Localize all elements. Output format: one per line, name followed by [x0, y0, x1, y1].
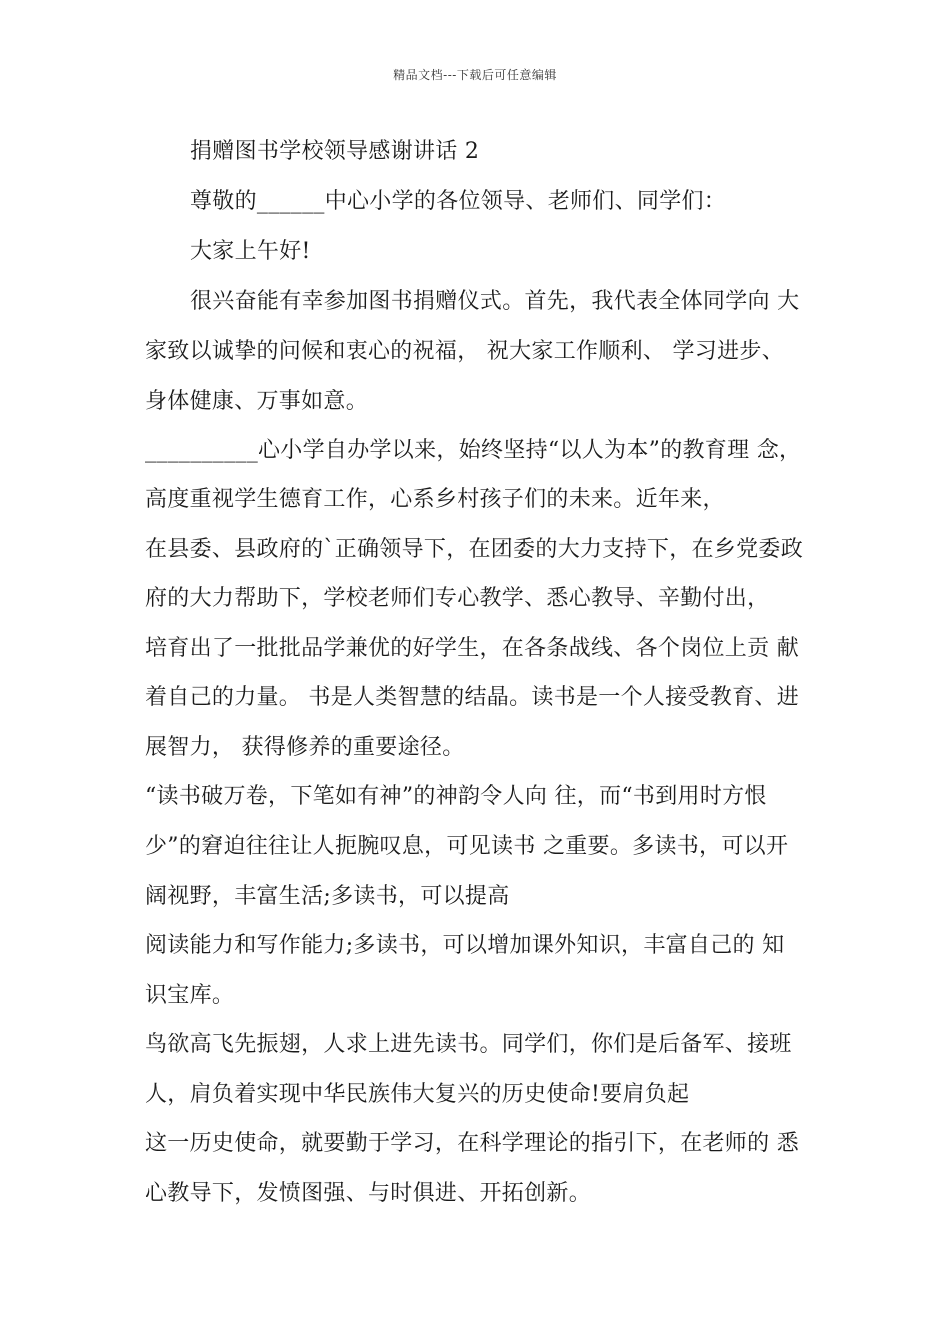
body-line: 阔视野，丰富生活;多读书，可以提高 — [145, 884, 510, 909]
body-line: “读书破万卷，下笔如有神”的神韵令人向 往，而“书到用时方恨 — [145, 784, 767, 809]
body-line: 身体健康、万事如意。 — [145, 389, 369, 414]
body-line: 心教导下，发愤图强、与时俱进、开拓创新。 — [145, 1181, 592, 1206]
body-line: 在县委、县政府的`正确领导下，在团委的大力支持下，在乡党委政 — [145, 537, 804, 562]
body-line: 府的大力帮助下，学校老师们专心教学、悉心教导、辛勤付出， — [145, 586, 770, 611]
body-line: 培育出了一批批品学兼优的好学生，在各条战线、各个岗位上贡 献 — [145, 636, 799, 661]
body-line: 少”的窘迫往往让人扼腕叹息，可见读书 之重要。多读书，可以开 — [145, 834, 789, 859]
body-line: 鸟欲高飞先振翅，人求上进先读书。同学们，你们是后备军、接班 — [145, 1032, 792, 1057]
body-line: 家致以诚挚的问候和衷心的祝福， 祝大家工作顺利、 学习进步、 — [145, 339, 784, 364]
body-line: 阅读能力和写作能力;多读书，可以增加课外知识，丰富自己的 知 — [145, 933, 785, 958]
body-line: 展智力， 获得修养的重要途径。 — [145, 735, 465, 760]
body-line: __________心小学自办学以来，始终坚持“以人为本”的教育理 念， — [145, 438, 802, 463]
body-line: 人，肩负着实现中华民族伟大复兴的历史使命!要肩负起 — [145, 1082, 690, 1107]
body-line: 这一历史使命，就要勤于学习，在科学理论的指引下，在老师的 悉 — [145, 1131, 799, 1156]
body-line: 很兴奋能有幸参加图书捐赠仪式。首先，我代表全体同学向 大 — [190, 289, 800, 314]
greeting: 大家上午好! — [190, 239, 311, 264]
body-line: 着自己的力量。 书是人类智慧的结晶。读书是一个人接受教育、进 — [145, 685, 799, 710]
document-title: 捐赠图书学校领导感谢讲话 2 — [190, 139, 480, 164]
document-header: 精品文档---下载后可任意编辑 — [393, 68, 557, 82]
body-line: 高度重视学生德育工作，心系乡村孩子们的未来。近年来， — [145, 487, 725, 512]
salutation: 尊敬的______中心小学的各位领导、老师们、同学们： — [190, 189, 727, 214]
body-line: 识宝库。 — [145, 983, 235, 1008]
